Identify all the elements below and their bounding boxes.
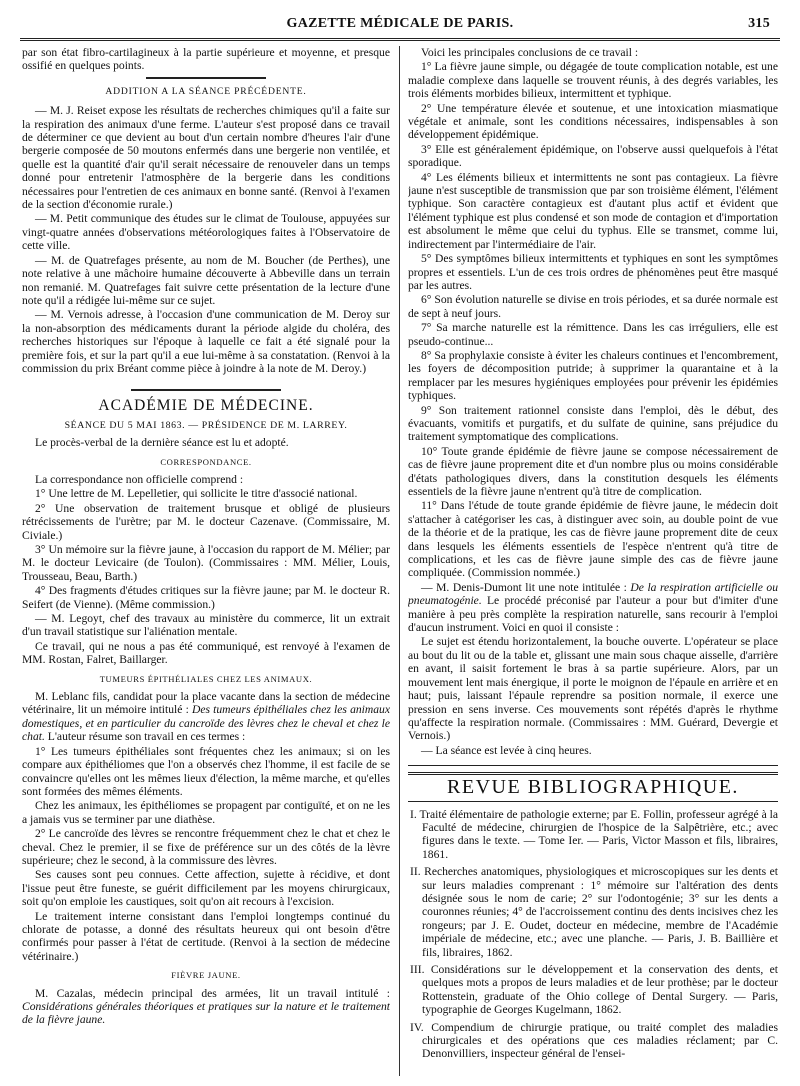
bibliography-list xyxy=(408,808,778,1061)
addition-heading: ADDITION A LA SÉANCE PRÉCÉDENTE. xyxy=(105,85,307,97)
biblio-entry: III. Considérations sur le développement et la conservation des dents, et quelques mots a propos de leurs maladies et de leur prothèse; par le docteur Rottenstein, graduate of the Ohio college of Dental Surgery. — Paris, typographie de Georges Kugelmann, 1862. xyxy=(410,963,778,1017)
proces-verbal: Le procès-verbal de la dernière séance est lu et adopté. xyxy=(35,436,289,450)
paragraph: — M. Vernois adresse, à l'occasion d'une communication de M. Deroy sur la non-absorption des médicaments durant la période algide du choléra, des recherches historiques sur l'époque à laquelle ce fait a été signalé pour la première fois, et sur la part qu'il a eue lui-même à sa constatation. (Renvoi à la commission du prix Bréant comme pièce à joindre à la note de M. Deroy.) xyxy=(22,308,390,375)
paragraph: 10° Toute grande épidémie de fièvre jaune se compose nécessairement de cas de fièvre jaune proprement dite et d'un nombre plus ou moins considérable d'états pathologiques divers, dans la constitution desquels les éléments essentiels de la fièvre jaune n'entrent qu'à titre de complication. xyxy=(408,444,778,498)
paragraph: 9° Son traitement rationnel consiste dans l'emploi, dès le début, des évacuants, vomitifs et purgatifs, et du sulfate de quinine, sans préjudice du traitement symptomatique des complications. xyxy=(408,403,778,444)
page-header xyxy=(22,16,778,38)
continuation-text: par son état fibro-cartilagineux à la partie supérieure et moyenne, et presque ossifié en quelques points. xyxy=(22,46,390,73)
paragraph: 8° Sa prophylaxie consiste à éviter les chaleurs continues et l'encombrement, les foyers de décomposition putride; à supprimer la quarantaine et à la remplacer par les mesures hygiéniques employées pour prévenir les épidémies typhiques. xyxy=(408,348,778,403)
paragraph: 3° Un mémoire sur la fièvre jaune, à l'occasion du rapport de M. Mélier; par M. le docteur Levicaire (de Toulon). (Commissaires : MM. Mélier, Louis, Trousseau, Beau, Barth.) xyxy=(22,543,390,583)
paragraph: 2° Une température élevée et soutenue, et une intoxication miasmatique végétale et animale, sont les conditions nécessaires, indispensables à son développement épidémique. xyxy=(408,101,778,142)
left-column xyxy=(22,46,390,1076)
section-rule xyxy=(146,77,266,79)
section-rule xyxy=(408,801,778,802)
paragraph: Le traitement interne consistant dans l'emploi longtemps continué du chlorate de potasse, a donné des résultats heureux qui ont besoin d'être confirmés pour passer à l'état de certitude. (Renvoi à la section de médecine vétérinaire.) xyxy=(22,909,390,963)
fievre-heading: FIÈVRE JAUNE. xyxy=(171,970,241,981)
work-title: Considérations générales théoriques et pratiques sur la nature et le traitement de la fièvre jaune. xyxy=(22,1000,390,1027)
paragraph: — M. de Quatrefages présente, au nom de M. Boucher (de Perthes), une note relative à une mâchoire humaine découverte à Abbeville dans un terrain non remanié. M. Quatrefages fait suivre cette présentation de la lecture d'une note qu'il a rédigée lui-même sur ce sujet. xyxy=(22,253,390,307)
section-rule xyxy=(131,389,281,391)
header-rule xyxy=(20,38,780,41)
tumeurs-intro xyxy=(22,690,390,744)
intro-text: M. Leblanc fils, candidat pour la place vacante dans la section de médecine vétérinaire, lit un mémoire intitulé : xyxy=(22,690,390,717)
journal-title: GAZETTE MÉDICALE DE PARIS. xyxy=(286,16,514,31)
paragraph: Voici les principales conclusions de ce travail : xyxy=(421,46,639,59)
memoir-title: Des tumeurs épithéliales chez les animaux domestiques, et en particulier du cancroïde des lèvres chez le cheval et chez le chat. xyxy=(22,703,390,744)
paragraph: 5° Des symptômes bilieux intermittents et typhiques en sont les symptômes propres et essentiels. L'un de ces trois ordres de phénomènes peut être masqué par les autres. xyxy=(408,252,778,292)
paragraph: 11° Dans l'étude de toute grande épidémie de fièvre jaune, le médecin doit s'attacher à catégoriser les cas, à distinguer avec soin, au double point de vue de la théorie et de la pratique, les cas de fièvre jaune proprement dite de ceux dans lesquels les éléments essentiels de l'espèce n'entrent qu'à titre de complications, et les cas de fièvre jaune simple des cas de fièvre jaune compliquée. (Commission nommée.) xyxy=(408,499,778,580)
paragraph: — M. Legoyt, chef des travaux au ministère du commerce, lit un extrait d'un travail statistique sur l'aliénation mentale. xyxy=(22,612,390,639)
fievre-intro xyxy=(22,987,390,1027)
paragraph: 2° Une observation de traitement brusque et obligé de plusieurs rétrécissements de l'urètre; par M. le docteur Cazenave. (Commissaire, M. Civiale.) xyxy=(22,501,390,542)
section-rule xyxy=(408,765,778,766)
addition-paragraphs xyxy=(22,104,390,375)
note-text: Le procédé préconisé par l'auteur a pour but d'imiter d'une manière à peu près complète la respiration naturelle, sans recourir à l'emploi d'aucun instrument. Voici en quoi il consiste : xyxy=(408,594,778,635)
paragraph: 4° Des fragments d'études critiques sur la fièvre jaune; par M. le docteur R. Seifert (de Vienne). (Même commission.) xyxy=(22,584,390,611)
biblio-entry: IV. Compendium de chirurgie pratique, ou traité complet des maladies chirurgicales et des opérations que ces maladies réclament; par C. Denonvilliers, inspecteur général de l'ensei- xyxy=(410,1020,778,1061)
denis-note xyxy=(408,581,778,635)
paragraph: — M. J. Reiset expose les résultats de recherches chimiques qu'il a faite sur la respiration des animaux d'une ferme. L'auteur s'est proposé dans ce travail de déterminer ce que devient au bout d'un certain nombre d'heures l'air d'une bergerie composée de 50 moutons enfermés dans une bergerie non ventilée, et quelle est la quantité d'air qu'il serait nécessaire de renouveler dans un temps donné pour entretenir l'atmosphère de la bergerie dans les conditions nécessaires pour l'entretien de ces animaux en bonne santé. (Renvoi à l'examen de la section d'économie rurale.) xyxy=(22,104,390,212)
paragraph: 1° La fièvre jaune simple, ou dégagée de toute complication notable, est une maladie complexe dans laquelle se trouvent réunis, à des degrés variables, les trois éléments morbides bilieux, intermittent et typhique. xyxy=(408,60,778,101)
correspondance-heading: CORRESPONDANCE. xyxy=(160,456,252,467)
intro-text: L'auteur résume son travail en ces termes : xyxy=(44,730,246,744)
right-column xyxy=(408,46,778,1076)
paragraph: Ses causes sont peu connues. Cette affection, sujette à récidive, et dont l'issue peut être funeste, se guérit difficilement par les moyens chirurgicaux, soit qu'on emploie les caustiques, soit qu'on ait recours à l'excision. xyxy=(22,868,390,909)
tumeurs-heading: TUMEURS ÉPITHÉLIALES CHEZ LES ANIMAUX. xyxy=(99,673,313,684)
page-number: 315 xyxy=(748,16,770,31)
paragraph: 6° Son évolution naturelle se divise en trois périodes, et sa durée normale est de sept à neuf jours. xyxy=(408,293,778,320)
paragraph: 7° Sa marche naturelle est la rémittence. Dans les cas irréguliers, elle est pseudo-continue... xyxy=(408,321,778,348)
paragraph: 4° Les éléments bilieux et intermittents ne sont pas contagieux. La fièvre jaune n'est susceptible de transmission que par son troisième élément, l'élément typhique. Son caractère contagieux est d'autant plus actif et évident que l'élément typhique est plus condensé et son mode de contagion et d'importation est absolument le même que celui du typhus. Elle se transmet, comme lui, indirectement par l'intermédiaire de l'air. xyxy=(408,170,778,251)
academie-heading: ACADÉMIE DE MÉDECINE. xyxy=(98,397,314,415)
closing-line: — La séance est levée à cinq heures. xyxy=(421,743,592,757)
note-text: — M. Denis-Dumont lit une note intitulée : xyxy=(421,580,631,594)
section-rule xyxy=(408,772,778,775)
intro-text: M. Cazalas, médecin principal des armées, lit un travail intitulé : xyxy=(35,986,390,1000)
biblio-entry: II. Recherches anatomiques, physiologiques et microscopiques sur les dents et sur leurs maladies comprenant : 1° mémoire sur l'altération des dents désignée sous le nom de carie; 2° sur l'odontogénie; 3° sur les dents a couronnes réunies; 4° de l'accroissement continu des dents incisives chez les rongeurs; par J. E. Oudet, docteur en médecine, membre de l'Académie impériale de médecine, etc.; avec une planche. — Paris, J. B. Baillière et fils, libraires, 1862. xyxy=(410,865,778,959)
paragraph: Le sujet est étendu horizontalement, la bouche ouverte. L'opérateur se place au bout du lit ou de la table et, glissant une main sous chaque aisselle, d'arrière en avant, il saisit fortement le bras à sa partie supérieure. Alors, par un mouvement lent mais énergique, il porte le moignon de l'épaule en arrière et en haut; puis, laissant l'épaule reprendre sa position normale, il exerce une pression en sens inverse. Ces mouvements sont répétés d'après le rhythme qu'affecte la respiration normale. (Commissaires : MM. Guérard, Devergie et Vernois.) xyxy=(408,635,778,743)
revue-heading: REVUE BIBLIOGRAPHIQUE. xyxy=(447,776,739,799)
paragraph: La correspondance non officielle comprend : xyxy=(35,472,244,486)
seance-line: SÉANCE DU 5 MAI 1863. — PRÉSIDENCE DE M. LARREY. xyxy=(64,419,348,431)
paragraph: 1° Les tumeurs épithéliales sont fréquentes chez les animaux; si on les compare aux épithéliomes que l'on a observés chez l'homme, il est facile de se convaincre qu'elles ont les mêmes lieux d'élection, la même marche, et qu'elles sont formées des mêmes éléments. xyxy=(22,744,390,798)
column-divider xyxy=(399,46,400,1076)
paragraph: Chez les animaux, les épithéliomes se propagent par contiguïté, et on ne les a jamais vus se terminer par une diathèse. xyxy=(22,799,390,826)
paragraph: 1° Une lettre de M. Lepelletier, qui sollicite le titre d'associé national. xyxy=(35,487,358,501)
paragraph: 3° Elle est généralement épidémique, on l'observe aussi quelquefois à l'état sporadique. xyxy=(408,142,778,170)
note-title: De la respiration artificielle ou pneumatogénie. xyxy=(408,580,778,608)
paragraph: — M. Petit communique des études sur le climat de Toulouse, appuyées sur vingt-quatre années d'observations météorologiques faites à l'Observatoire de cette ville. xyxy=(22,212,390,253)
paragraph: 2° Le cancroïde des lèvres se rencontre fréquemment chez le chat et chez le cheval. Chez le premier, il se fixe de préférence sur un des côtés de la lèvre supérieure; chez le second, à la commissure des lèvres. xyxy=(22,827,390,867)
paragraph: Ce travail, qui ne nous a pas été communiqué, est renvoyé à l'examen de MM. Rostan, Falret, Baillarger. xyxy=(22,639,390,667)
biblio-entry: I. Traité élémentaire de pathologie externe; par E. Follin, professeur agrégé à la Faculté de médecine, chirurgien de l'hospice de la Salpêtrière, etc.; avec figures dans le texte. — Tome Ier. — Paris, Victor Masson et fils, libraires, 1861. xyxy=(410,807,778,861)
